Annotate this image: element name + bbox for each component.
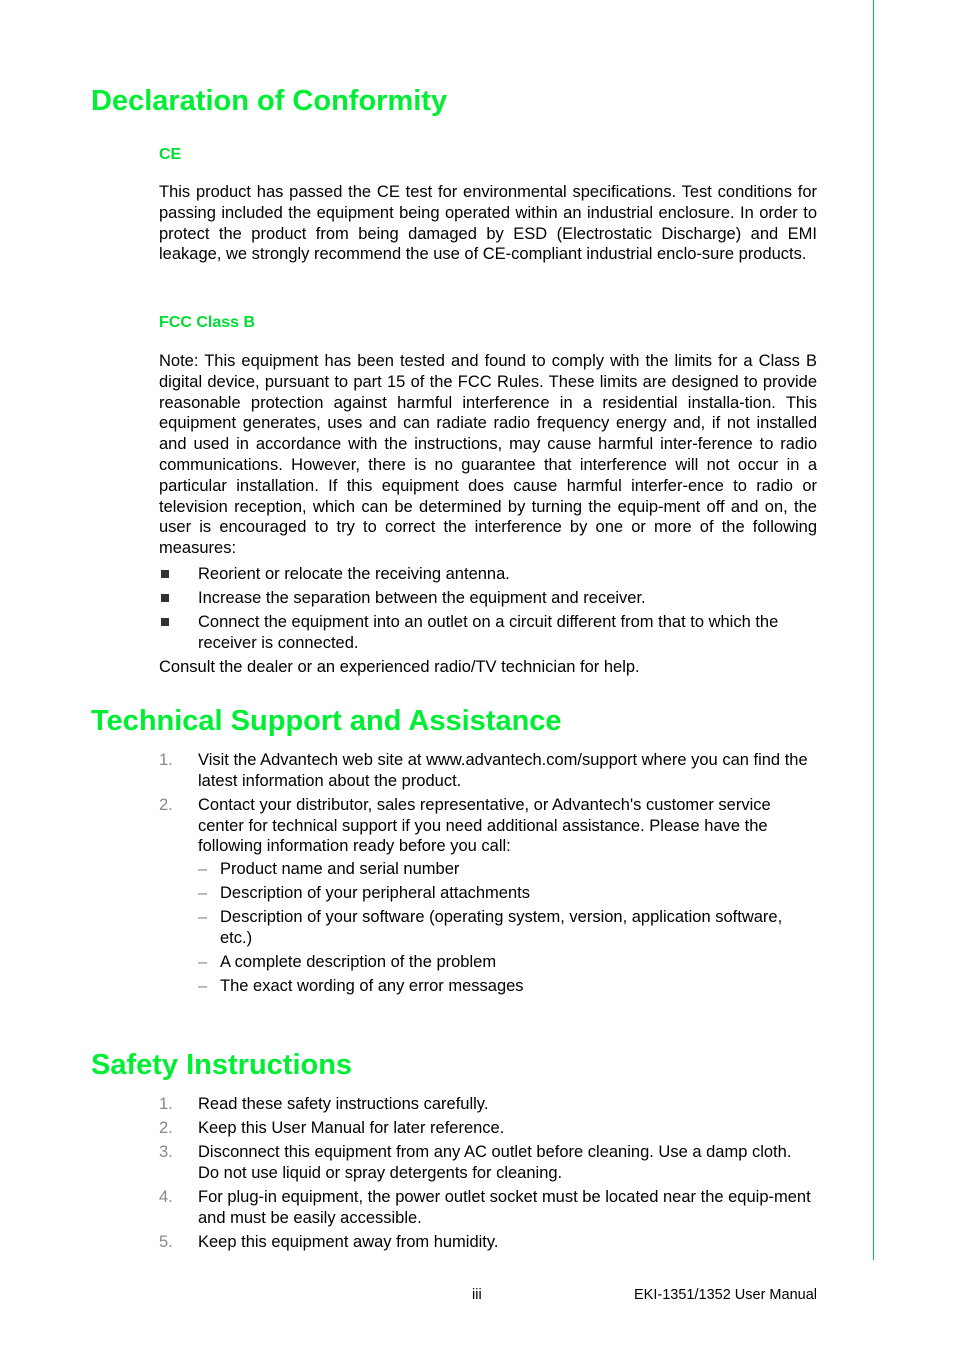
list-item: 5. Keep this equipment away from humidity. [159,1232,499,1251]
fcc-paragraph: Note: This equipment has been tested and found to comply with the limits for a Class B digital device, pursuant to part 15 of the FCC Rules. These limits are designed to provide reasonable protection against harmful interference in a residential installa-tion. This equipment generates, uses and can radiate radio frequency energy and, if not installed and used in accordance with the instructions, may cause harmful inter-ference to radio communications. However, there is no guarantee that interference will not occur in a particular installation. If this equipment does cause harmful interfer-ence to radio or television reception, which can be determined by turning the equip-ment off and on, the user is encouraged to try to correct the interference by one or more of the following measures: [159,352,817,558]
square-bullet-icon [161,618,169,626]
list-number: 2. [159,795,173,814]
list-number: 1. [159,1095,173,1113]
list-item: Connect the equipment into an outlet on a circuit different from that to which the receiver is connected. [159,612,817,654]
fcc-closing: Consult the dealer or an experienced radio/TV technician for help. [159,658,640,676]
list-item: 3. Disconnect this equipment from any AC outlet before cleaning. Use a damp cloth. Do not use liquid or spray detergents for cleaning. [159,1142,792,1182]
dash-bullet: – [198,860,208,879]
list-item: 1. Read these safety instructions carefully. [159,1095,489,1113]
dash-bullet: – [198,952,208,971]
list-number: 4. [159,1187,173,1206]
section-title-conformity: Declaration of Conformity [91,85,448,117]
dash-bullet: – [198,908,208,927]
subheading-ce: CE [159,146,182,163]
section-title-safety: Safety Instructions [91,1049,353,1081]
subheading-fcc: FCC Class B [159,314,256,331]
list-item: 1. Visit the Advantech web site at www.advantech.com/support where you can find the latest information about the product. [159,751,808,790]
list-number: 5. [159,1232,173,1251]
list-number: 2. [159,1118,173,1137]
footer-page-number: iii [472,1287,482,1303]
dash-bullet: – [198,884,208,903]
square-bullet-icon [161,594,169,602]
list-number: 1. [159,751,173,769]
list-item: – The exact wording of any error messages [198,976,524,995]
section-title-support: Technical Support and Assistance [91,705,562,737]
dash-bullet: – [198,976,208,995]
footer-manual-title: EKI-1351/1352 User Manual [634,1287,817,1303]
side-margin-rule [873,0,874,1260]
list-number: 3. [159,1142,173,1161]
list-item: Increase the separation between the equipment and receiver. [159,588,817,609]
list-item: 4. For plug-in equipment, the power outlet socket must be located near the equip-ment and must be easily accessible. [159,1187,811,1227]
ce-paragraph: This product has passed the CE test for environmental specifications. Test conditions for passing included the equipment being operated within an industrial enclosure. In order to protect the product from being damaged by ESD (Electrostatic Discharge) and EMI leakage, we strongly recommend the use of CE-compliant industrial enclo-sure products. [159,183,817,264]
support-info-sublist [198,859,817,997]
square-bullet-icon [161,570,169,578]
list-item: – Description of your software (operating system, version, application software, etc.) [198,908,783,947]
list-item: – Description of your peripheral attachments [198,884,530,903]
list-item: – A complete description of the problem [198,952,497,971]
safety-list [159,1094,817,1256]
list-item: 2. Keep this User Manual for later reference. [159,1118,505,1137]
list-item: – Product name and serial number [198,860,460,879]
list-item: 2. Contact your distributor, sales representative, or Advantech's customer service center for technical support if you need additional assistance. Please have the following information ready before you call: – Product name and serial number – Description of your peripheral attachments – Description of your software (operating system, version, application software, etc.) – A complete description of the problem – The exact wording of any error messages [159,795,817,997]
fcc-measures-list [159,564,817,657]
list-item: Reorient or relocate the receiving antenna. [159,564,817,585]
support-list [159,750,817,1000]
